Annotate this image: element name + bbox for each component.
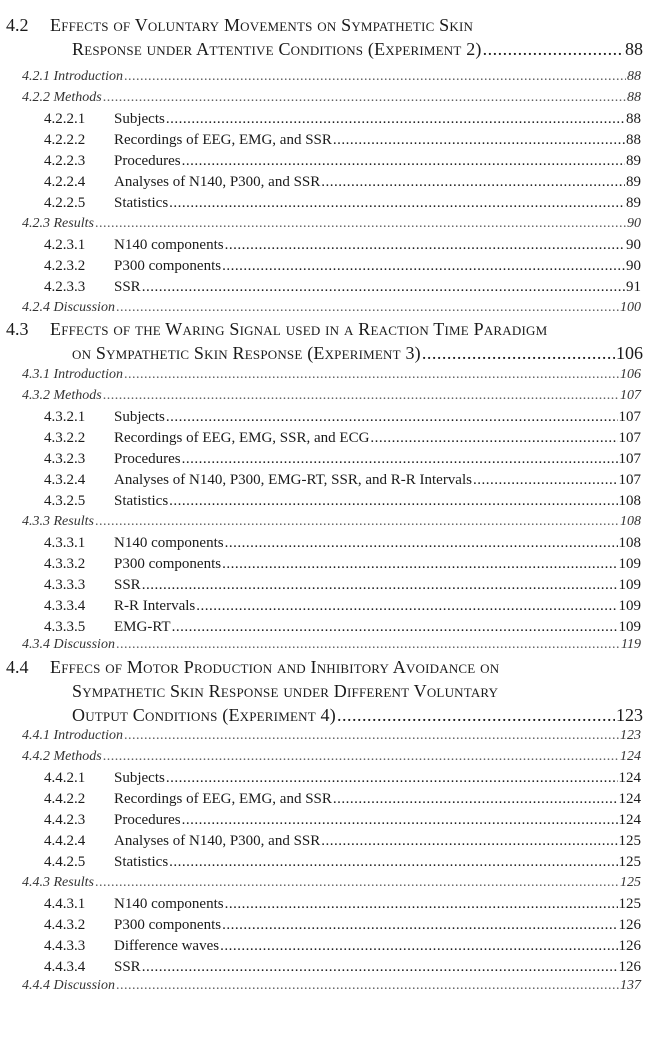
toc-entry[interactable] (44, 173, 641, 191)
section-title: on Sympathetic Skin Response (Experiment 3) (72, 343, 421, 363)
toc-entry[interactable] (22, 727, 641, 745)
page-number: 88 (627, 69, 641, 84)
leader-dots (142, 278, 625, 296)
toc-entry[interactable] (22, 89, 641, 107)
page-number: 125 (618, 854, 641, 870)
section-number: 4.4 (6, 657, 29, 677)
page-number: 126 (618, 938, 641, 954)
entry-number: 4.3.3.4 (44, 598, 86, 614)
leader-dots (370, 429, 617, 447)
toc-section-heading-cont[interactable] (72, 680, 498, 702)
page-number: 125 (618, 896, 641, 912)
page-number: 124 (618, 812, 641, 828)
entry-number: 4.3.3.3 (44, 577, 86, 593)
entry-number: 4.2.2.1 (44, 111, 86, 127)
toc-entry[interactable] (44, 408, 641, 426)
entry-label: Procedures (114, 451, 181, 467)
entry-number: 4.4.2.4 (44, 833, 86, 849)
entry-label: P300 components (114, 258, 222, 274)
leader-dots (196, 597, 617, 615)
leader-dots (166, 769, 618, 787)
page-number: 124 (618, 770, 641, 786)
entry-label: 4.4.1 Introduction (22, 728, 123, 743)
toc-section-heading-cont[interactable] (72, 704, 643, 726)
entry-label: Analyses of N140, P300, EMG-RT, SSR, and R-R Intervals (114, 472, 472, 488)
toc-section-heading[interactable] (6, 14, 473, 36)
entry-label: Subjects (114, 409, 165, 425)
toc-entry[interactable] (44, 618, 641, 636)
entry-number: 4.3.2.4 (44, 472, 86, 488)
toc-entry[interactable] (44, 278, 641, 296)
entry-label: Procedures (114, 153, 181, 169)
toc-entry[interactable] (44, 450, 641, 468)
leader-dots (169, 492, 617, 510)
section-number: 4.2 (6, 15, 29, 35)
page-number: 124 (620, 749, 641, 764)
leader-dots (169, 853, 617, 871)
leader-dots (116, 636, 620, 654)
page-number: 107 (618, 472, 641, 488)
toc-entry[interactable] (44, 597, 641, 615)
entry-number: 4.2.2.4 (44, 174, 86, 190)
leader-dots (172, 618, 618, 636)
page-number: 90 (626, 237, 641, 253)
page-number: 88 (626, 132, 641, 148)
leader-dots (142, 958, 618, 976)
toc-entry[interactable] (44, 194, 641, 212)
section-title: Sympathetic Skin Response under Different Voluntary (72, 681, 499, 701)
entry-label: P300 components (114, 556, 222, 572)
toc-section-heading[interactable] (6, 656, 499, 678)
leader-dots (95, 513, 619, 531)
entry-number: 4.4.2.5 (44, 854, 86, 870)
leader-dots (182, 811, 618, 829)
entry-label: Subjects (114, 111, 165, 127)
page-number: 125 (620, 875, 641, 890)
leader-dots (103, 748, 619, 766)
leader-dots (321, 832, 617, 850)
page-number: 91 (626, 279, 641, 295)
toc-entry[interactable] (44, 236, 641, 254)
entry-label: 4.2.4 Discussion (22, 300, 115, 315)
page-number: 88 (627, 90, 641, 105)
entry-label: N140 components (114, 237, 224, 253)
toc-entry[interactable] (44, 131, 641, 149)
entry-number: 4.2.3.2 (44, 258, 86, 274)
entry-number: 4.4.2.3 (44, 812, 86, 828)
leader-dots (95, 215, 626, 233)
entry-label: 4.3.4 Discussion (22, 637, 115, 652)
entry-label: EMG-RT (114, 619, 171, 635)
entry-number: 4.4.2.2 (44, 791, 86, 807)
leader-dots (321, 173, 625, 191)
entry-label: N140 components (114, 896, 224, 912)
toc-entry[interactable] (22, 636, 641, 654)
entry-label: R-R Intervals (114, 598, 196, 614)
entry-label: 4.2.2 Methods (22, 90, 102, 105)
toc-entry[interactable] (22, 748, 641, 766)
section-title: Effects of Voluntary Movements on Sympathetic Skin (50, 15, 474, 35)
leader-dots (422, 342, 615, 364)
toc-entry[interactable] (44, 555, 641, 573)
leader-dots (225, 534, 618, 552)
toc-entry[interactable] (44, 811, 641, 829)
page-number: 90 (626, 258, 641, 274)
toc-entry[interactable] (44, 534, 641, 552)
toc-entry[interactable] (22, 299, 641, 317)
entry-label: 4.4.4 Discussion (22, 978, 115, 993)
entry-number: 4.2.2.5 (44, 195, 86, 211)
leader-dots (142, 576, 618, 594)
toc-entry[interactable] (44, 152, 641, 170)
leader-dots (103, 387, 619, 405)
leader-dots (182, 450, 618, 468)
toc-entry[interactable] (22, 874, 641, 892)
toc-entry[interactable] (22, 68, 641, 86)
toc-entry[interactable] (44, 257, 641, 275)
entry-number: 4.3.2.2 (44, 430, 86, 446)
section-title: Effecs of Motor Production and Inhibitory Avoidance on (50, 657, 500, 677)
entry-label: 4.3.1 Introduction (22, 367, 123, 382)
toc-entry[interactable] (44, 790, 641, 808)
entry-number: 4.3.2.3 (44, 451, 86, 467)
leader-dots (222, 257, 625, 275)
leader-dots (124, 727, 619, 745)
page-number: 106 (616, 343, 643, 363)
entry-label: SSR (114, 959, 141, 975)
leader-dots (124, 366, 619, 384)
page-number: 137 (620, 978, 641, 993)
leader-dots (169, 194, 625, 212)
entry-label: 4.4.2 Methods (22, 749, 102, 764)
toc-entry[interactable] (44, 916, 641, 934)
page-number: 126 (618, 959, 641, 975)
section-title: Output Conditions (Experiment 4) (72, 705, 336, 725)
leader-dots (222, 916, 617, 934)
leader-dots (220, 937, 617, 955)
toc-entry[interactable] (22, 387, 641, 405)
leader-dots (222, 555, 617, 573)
page-number: 107 (618, 451, 641, 467)
entry-label: SSR (114, 577, 141, 593)
page-number: 126 (618, 917, 641, 933)
toc-entry[interactable] (44, 895, 641, 913)
page-number: 88 (625, 39, 643, 59)
toc-entry[interactable] (44, 429, 641, 447)
leader-dots (333, 790, 618, 808)
section-title: Response under Attentive Conditions (Experiment 2) (72, 39, 482, 59)
entry-label: Analyses of N140, P300, and SSR (114, 174, 321, 190)
leader-dots (116, 977, 619, 995)
toc-entry[interactable] (44, 110, 641, 128)
entry-label: P300 components (114, 917, 222, 933)
entry-label: 4.3.3 Results (22, 514, 94, 529)
entry-number: 4.3.3.5 (44, 619, 86, 635)
toc-entry[interactable] (44, 958, 641, 976)
leader-dots (225, 895, 618, 913)
entry-number: 4.4.2.1 (44, 770, 86, 786)
entry-label: 4.3.2 Methods (22, 388, 102, 403)
entry-label: Difference waves (114, 938, 220, 954)
page-number: 88 (626, 111, 641, 127)
toc-entry[interactable] (44, 832, 641, 850)
toc-entry[interactable] (22, 513, 641, 531)
entry-number: 4.4.3.3 (44, 938, 86, 954)
entry-number: 4.4.3.1 (44, 896, 86, 912)
page-number: 107 (618, 409, 641, 425)
toc-entry[interactable] (44, 471, 641, 489)
page-number: 89 (626, 174, 641, 190)
entry-label: 4.2.3 Results (22, 216, 94, 231)
page-number: 119 (621, 637, 641, 652)
leader-dots (333, 131, 625, 149)
section-number: 4.3 (6, 319, 29, 339)
entry-label: Statistics (114, 854, 169, 870)
section-title: Effects of the Waring Signal used in a Reaction Time Paradigm (50, 319, 548, 339)
entry-number: 4.3.2.1 (44, 409, 86, 425)
page-number: 90 (627, 216, 641, 231)
leader-dots (116, 299, 619, 317)
page-number: 89 (626, 195, 641, 211)
toc-section-heading-cont[interactable] (72, 342, 643, 364)
entry-number: 4.4.3.2 (44, 917, 86, 933)
leader-dots (103, 89, 626, 107)
entry-number: 4.2.3.3 (44, 279, 86, 295)
page-number: 100 (620, 300, 641, 315)
page-number: 109 (618, 619, 641, 635)
entry-number: 4.2.2.3 (44, 153, 86, 169)
entry-number: 4.2.3.1 (44, 237, 86, 253)
entry-number: 4.4.3.4 (44, 959, 86, 975)
leader-dots (182, 152, 625, 170)
entry-label: Procedures (114, 812, 181, 828)
toc-entry[interactable] (44, 769, 641, 787)
entry-label: Recordings of EEG, EMG, and SSR (114, 132, 332, 148)
page-number: 108 (618, 535, 641, 551)
entry-number: 4.3.2.5 (44, 493, 86, 509)
page-number: 123 (616, 705, 643, 725)
entry-label: Analyses of N140, P300, and SSR (114, 833, 321, 849)
page-number: 123 (620, 728, 641, 743)
leader-dots (124, 68, 626, 86)
entry-number: 4.3.3.1 (44, 535, 86, 551)
leader-dots (95, 874, 619, 892)
leader-dots (166, 110, 625, 128)
toc-entry[interactable] (44, 492, 641, 510)
leader-dots (166, 408, 618, 426)
page-number: 109 (618, 556, 641, 572)
page-number: 109 (618, 577, 641, 593)
toc-section-heading[interactable] (6, 318, 547, 340)
page-number: 107 (620, 388, 641, 403)
page-number: 108 (620, 514, 641, 529)
leader-dots (483, 38, 624, 60)
entry-label: Recordings of EEG, EMG, and SSR (114, 791, 332, 807)
entry-label: 4.2.1 Introduction (22, 69, 123, 84)
toc-entry[interactable] (22, 977, 641, 995)
toc-entry[interactable] (44, 937, 641, 955)
entry-label: 4.4.3 Results (22, 875, 94, 890)
entry-number: 4.2.2.2 (44, 132, 86, 148)
toc-entry[interactable] (44, 853, 641, 871)
leader-dots (473, 471, 618, 489)
page-number: 109 (618, 598, 641, 614)
page-number: 108 (618, 493, 641, 509)
toc-entry[interactable] (22, 366, 641, 384)
page-number: 124 (618, 791, 641, 807)
toc-entry[interactable] (44, 576, 641, 594)
leader-dots (225, 236, 625, 254)
entry-label: Subjects (114, 770, 165, 786)
toc-entry[interactable] (22, 215, 641, 233)
entry-label: Recordings of EEG, EMG, SSR, and ECG (114, 430, 370, 446)
entry-label: SSR (114, 279, 141, 295)
entry-label: Statistics (114, 195, 169, 211)
page-number: 125 (618, 833, 641, 849)
toc-section-heading-cont[interactable] (72, 38, 643, 60)
page-number: 106 (620, 367, 641, 382)
page-number: 107 (618, 430, 641, 446)
leader-dots (337, 704, 615, 726)
entry-label: Statistics (114, 493, 169, 509)
page-number: 89 (626, 153, 641, 169)
entry-label: N140 components (114, 535, 224, 551)
entry-number: 4.3.3.2 (44, 556, 86, 572)
